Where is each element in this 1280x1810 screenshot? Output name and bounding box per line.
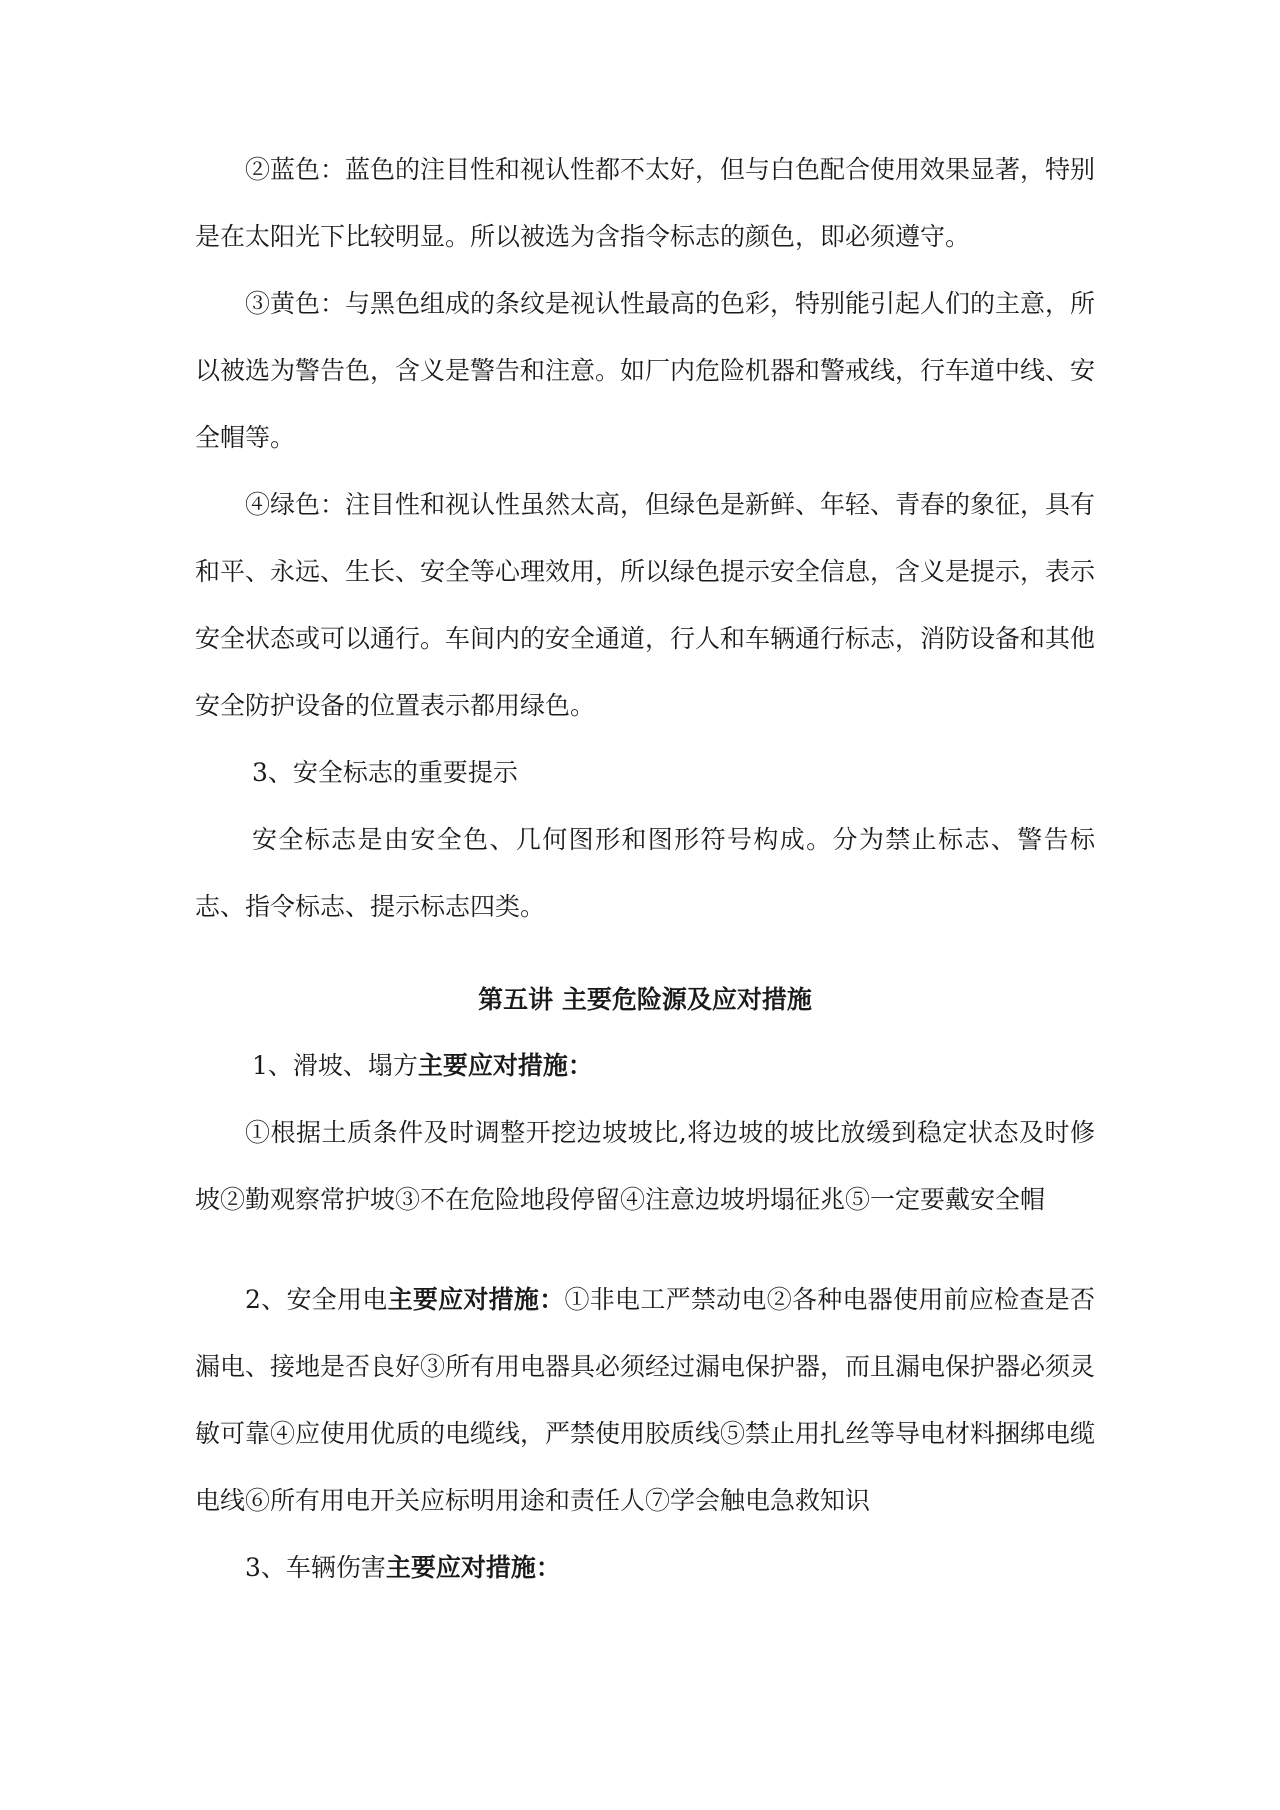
paragraph-green: ④绿色：注目性和视认性虽然太高，但绿色是新鲜、年轻、青春的象征，具有和平、永远、生长、安全等心理效用，所以绿色提示安全信息，含义是提示，表示安全状态或可以通行。车间内的安全通道，行人和车辆通行标志，消防设备和其他安全防护设备的位置表示都用绿色。 xyxy=(195,490,1096,720)
item-landslide-label: 主要应对措施： xyxy=(417,1051,593,1080)
item-landslide-heading xyxy=(195,1032,1095,1099)
item-electric-label: 主要应对措施： xyxy=(387,1285,565,1314)
paragraph-safety-signs: 安全标志是由安全色、几何图形和图形符号构成。分为禁止标志、警告标志、指令标志、提示标志四类。 xyxy=(195,825,1095,921)
item-vehicle-heading xyxy=(195,1534,1095,1601)
item-vehicle-label: 主要应对措施： xyxy=(385,1553,561,1582)
item-electric xyxy=(195,1266,1095,1534)
item-electric-body: ①非电工严禁动电②各种电器使用前应检查是否漏电、接地是否良好③所有用电器具必须经过漏电保护器，而且漏电保护器必须灵敏可靠④应使用优质的电缆线，严禁使用胶质线⑤禁止用扎丝等导电材料捆绑电缆电线⑥所有用电开关应标明用途和责任人⑦学会触电急救知识 xyxy=(195,1285,1096,1515)
paragraph-yellow: ③黄色：与黑色组成的条纹是视认性最高的色彩，特别能引起人们的主意，所以被选为警告色，含义是警告和注意。如厂内危险机器和警戒线，行车道中线、安全帽等。 xyxy=(195,289,1096,452)
subheading-safety-signs: 3、安全标志的重要提示 xyxy=(252,758,518,787)
item-electric-prefix: 2、安全用电 xyxy=(245,1285,388,1314)
item-vehicle-prefix: 3、车辆伤害 xyxy=(245,1553,386,1582)
paragraph-blue: ②蓝色：蓝色的注目性和视认性都不太好，但与白色配合使用效果显著，特别是在太阳光下比较明显。所以被选为含指令标志的颜色，即必须遵守。 xyxy=(195,155,1096,251)
item-landslide-prefix: 1、滑坡、塌方 xyxy=(252,1051,418,1080)
section-title: 第五讲 主要危险源及应对措施 xyxy=(478,985,812,1014)
item-landslide-body: ①根据土质条件及时调整开挖边坡坡比,将边坡的坡比放缓到稳定状态及时修坡②勤观察常护坡③不在危险地段停留④注意边坡坍塌征兆⑤一定要戴安全帽 xyxy=(195,1118,1095,1214)
